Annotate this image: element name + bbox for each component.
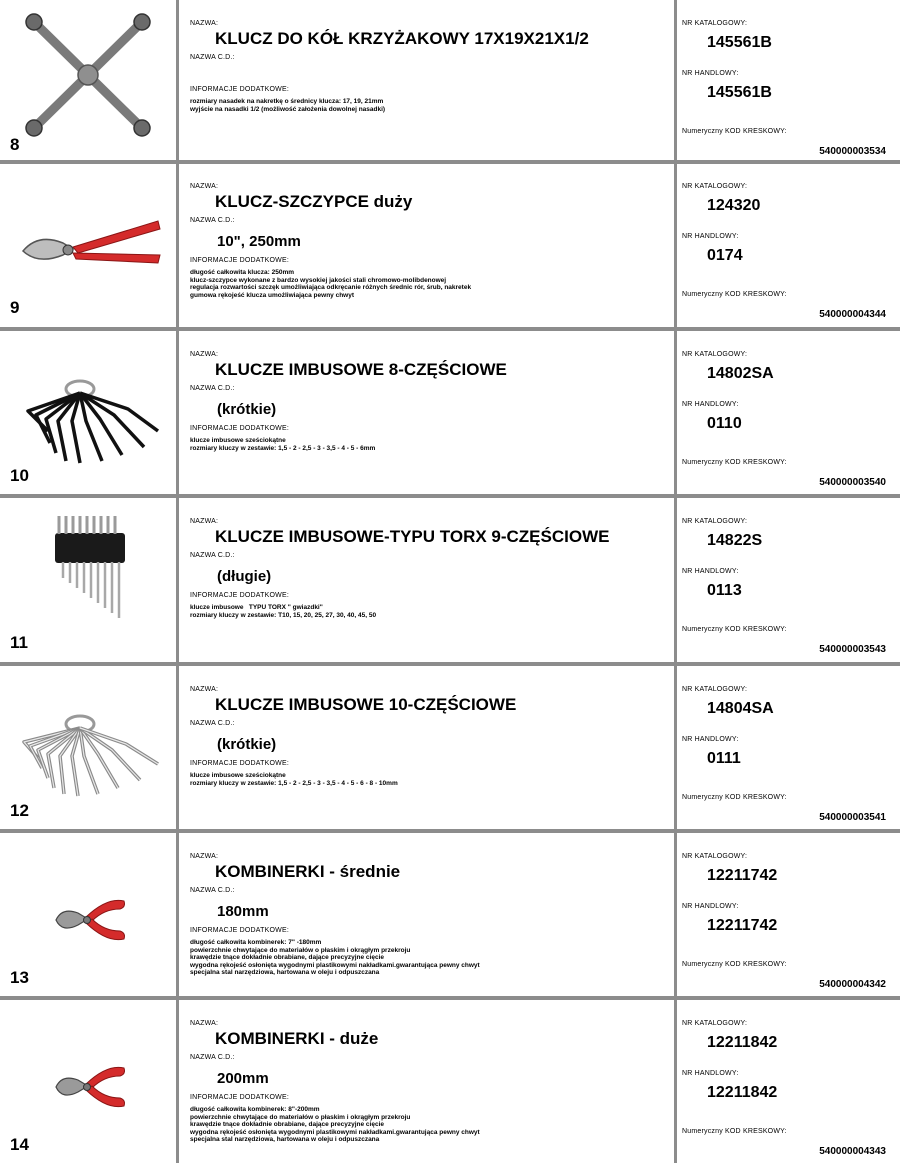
product-info: długość całkowita kombinerek: 7" -180mm powierzchnie chwytające do materiałów o płaskim i okrągłym przekroju krawędzie tnące dokładnie obrabiane, dające precyzyjne cięcie wygodna rękojeść osłonięta wygodnymi plastikowymi nakładkami.gwarantująca pewny chwyt specjalna stal narzędziowa, hartowana w oleju i odpuszczana bbox=[190, 939, 480, 976]
name-label: NAZWA: bbox=[190, 853, 219, 860]
barcode-label: Numeryczny KOD KRESKOWY: bbox=[682, 626, 787, 633]
product-name: KOMBINERKI - duże bbox=[215, 1029, 379, 1048]
row-divider bbox=[0, 662, 900, 666]
barcode-number: 540000004344 bbox=[819, 309, 886, 320]
trade-number: 0174 bbox=[707, 247, 743, 264]
barcode-number: 540000003543 bbox=[819, 644, 886, 655]
barcode-label: Numeryczny KOD KRESKOWY: bbox=[682, 961, 787, 968]
trade-no-label: NR HANDLOWY: bbox=[682, 401, 739, 408]
combination-pliers-image bbox=[52, 895, 152, 945]
catalog-number: 12211742 bbox=[707, 867, 778, 884]
name-label: NAZWA: bbox=[190, 351, 219, 358]
product-name: KOMBINERKI - średnie bbox=[215, 862, 401, 881]
barcode-label: Numeryczny KOD KRESKOWY: bbox=[682, 291, 787, 298]
name-cd-label: NAZWA C.D.: bbox=[190, 54, 235, 61]
product-name-cd: 180mm bbox=[217, 903, 269, 920]
barcode-number: 540000004343 bbox=[819, 1146, 886, 1157]
column-divider bbox=[674, 0, 677, 1163]
product-info: klucze imbusowe sześciokątne rozmiary kluczy w zestawie: 1,5 - 2 - 2,5 - 3 - 3,5 - 4 - 5 - 6 - 8 - 10mm bbox=[190, 772, 398, 787]
combination-pliers-image bbox=[52, 1062, 152, 1112]
trade-number: 12211742 bbox=[707, 917, 778, 934]
trade-number: 0110 bbox=[707, 415, 742, 432]
barcode-number: 540000003540 bbox=[819, 477, 886, 488]
catalog-no-label: NR KATALOGOWY: bbox=[682, 20, 748, 27]
product-row bbox=[0, 331, 900, 494]
torx-keys-image bbox=[45, 508, 145, 633]
hex-keys-image bbox=[18, 371, 168, 471]
name-cd-label: NAZWA C.D.: bbox=[190, 385, 235, 392]
product-info: rozmiary nasadek na nakretkę o średnicy klucza: 17, 19, 21mm wyjście na nasadki 1/2 (możliwość założenia dowolnej nasadki) bbox=[190, 98, 386, 113]
product-index: 11 bbox=[10, 633, 28, 652]
name-cd-label: NAZWA C.D.: bbox=[190, 1054, 235, 1061]
barcode-label: Numeryczny KOD KRESKOWY: bbox=[682, 459, 787, 466]
trade-number: 0113 bbox=[707, 582, 742, 599]
product-row bbox=[0, 1000, 900, 1163]
product-image-cell bbox=[0, 0, 176, 163]
name-cd-label: NAZWA C.D.: bbox=[190, 217, 235, 224]
product-index: 14 bbox=[10, 1135, 29, 1154]
catalog-no-label: NR KATALOGOWY: bbox=[682, 518, 748, 525]
row-divider bbox=[0, 829, 900, 833]
catalog-number: 14802SA bbox=[707, 365, 774, 382]
hex-keys-image bbox=[18, 706, 168, 806]
barcode-label: Numeryczny KOD KRESKOWY: bbox=[682, 794, 787, 801]
catalog-no-label: NR KATALOGOWY: bbox=[682, 351, 748, 358]
product-row bbox=[0, 833, 900, 996]
barcode-label: Numeryczny KOD KRESKOWY: bbox=[682, 1128, 787, 1135]
product-index: 8 bbox=[10, 135, 20, 154]
trade-number: 145561B bbox=[707, 84, 772, 101]
trade-no-label: NR HANDLOWY: bbox=[682, 903, 739, 910]
name-label: NAZWA: bbox=[190, 686, 219, 693]
catalog-number: 12211842 bbox=[707, 1034, 778, 1051]
info-label: INFORMACJE DODATKOWE: bbox=[190, 86, 289, 93]
name-cd-label: NAZWA C.D.: bbox=[190, 887, 235, 894]
product-name: KLUCZ DO KÓŁ KRZYŻAKOWY 17X19X21X1/2 bbox=[215, 29, 589, 48]
product-name: KLUCZE IMBUSOWE 8-CZĘŚCIOWE bbox=[215, 360, 507, 379]
row-divider bbox=[0, 327, 900, 331]
product-index: 12 bbox=[10, 801, 29, 820]
name-cd-label: NAZWA C.D.: bbox=[190, 552, 235, 559]
product-name-cd: (krótkie) bbox=[217, 401, 277, 418]
trade-number: 0111 bbox=[707, 750, 741, 767]
info-label: INFORMACJE DODATKOWE: bbox=[190, 927, 289, 934]
product-row bbox=[0, 0, 900, 163]
product-index: 10 bbox=[10, 466, 29, 485]
info-label: INFORMACJE DODATKOWE: bbox=[190, 760, 289, 767]
product-info: klucze imbusowe TYPU TORX " gwiazdki" rozmiary kluczy w zestawie: T10, 15, 20, 25, 27, 30, 40, 45, 50 bbox=[190, 604, 377, 619]
product-name: KLUCZE IMBUSOWE 10-CZĘŚCIOWE bbox=[215, 695, 517, 714]
name-cd-label: NAZWA C.D.: bbox=[190, 720, 235, 727]
product-name-cd: (długie) bbox=[217, 568, 272, 585]
catalog-no-label: NR KATALOGOWY: bbox=[682, 1020, 748, 1027]
catalog-no-label: NR KATALOGOWY: bbox=[682, 183, 748, 190]
info-label: INFORMACJE DODATKOWE: bbox=[190, 1094, 289, 1101]
locking-pliers-image bbox=[18, 213, 168, 283]
catalog-number: 14822S bbox=[707, 532, 763, 549]
barcode-label: Numeryczny KOD KRESKOWY: bbox=[682, 128, 787, 135]
catalog-number: 14804SA bbox=[707, 700, 774, 717]
product-name-cd: 200mm bbox=[217, 1070, 269, 1087]
product-index: 9 bbox=[10, 298, 20, 317]
name-label: NAZWA: bbox=[190, 1020, 219, 1027]
product-info: klucze imbusowe sześciokątne rozmiary kluczy w zestawie: 1,5 - 2 - 2,5 - 3 - 3,5 - 4 - 5 - 6mm bbox=[190, 437, 376, 452]
trade-no-label: NR HANDLOWY: bbox=[682, 1070, 739, 1077]
column-divider bbox=[176, 0, 179, 1163]
row-divider bbox=[0, 996, 900, 1000]
trade-no-label: NR HANDLOWY: bbox=[682, 568, 739, 575]
product-name-cd: 10", 250mm bbox=[217, 233, 301, 250]
info-label: INFORMACJE DODATKOWE: bbox=[190, 425, 289, 432]
trade-no-label: NR HANDLOWY: bbox=[682, 233, 739, 240]
product-row bbox=[0, 666, 900, 829]
product-info: długość całkowita kombinerek: 8"-200mm powierzchnie chwytające do materiałów o płaskim i okrągłym przekroju krawędzie tnące dokładnie obrabiane, dające precyzyjne cięcie wygodna rękojeść osłonięta wygodnymi plastikowymi nakładkami.gwarantująca pewny chwyt specjalna stal narzędziowa, hartowana w oleju i odpuszczana bbox=[190, 1106, 480, 1143]
barcode-number: 540000003541 bbox=[819, 812, 886, 823]
product-name-cd: (krótkie) bbox=[217, 736, 277, 753]
row-divider bbox=[0, 494, 900, 498]
trade-no-label: NR HANDLOWY: bbox=[682, 736, 739, 743]
product-image-cell bbox=[0, 163, 176, 326]
name-label: NAZWA: bbox=[190, 20, 219, 27]
catalog-no-label: NR KATALOGOWY: bbox=[682, 853, 748, 860]
product-index: 13 bbox=[10, 968, 29, 987]
trade-number: 12211842 bbox=[707, 1084, 778, 1101]
info-label: INFORMACJE DODATKOWE: bbox=[190, 592, 289, 599]
barcode-number: 540000003534 bbox=[819, 146, 886, 157]
cross-wheel-wrench-image bbox=[12, 6, 162, 146]
catalog-number: 145561B bbox=[707, 34, 772, 51]
product-row bbox=[0, 498, 900, 661]
barcode-number: 540000004342 bbox=[819, 979, 886, 990]
info-label: INFORMACJE DODATKOWE: bbox=[190, 257, 289, 264]
row-divider bbox=[0, 160, 900, 164]
product-info: długość całkowita klucza: 250mm klucz-szczypce wykonane z bardzo wysokiej jakości stali chromowo-molibdenowej regulacja rozwartości szczęk umożliwiająca odkręcanie różnych średnic rór, śrub, nakretek gumowa rękojeść klucza umożliwiająca pewny chwyt bbox=[190, 269, 472, 299]
trade-no-label: NR HANDLOWY: bbox=[682, 70, 739, 77]
name-label: NAZWA: bbox=[190, 518, 219, 525]
catalog-number: 124320 bbox=[707, 197, 761, 214]
product-name: KLUCZ-SZCZYPCE duży bbox=[215, 192, 413, 211]
name-label: NAZWA: bbox=[190, 183, 219, 190]
product-row bbox=[0, 163, 900, 326]
product-name: KLUCZE IMBUSOWE-TYPU TORX 9-CZĘŚCIOWE bbox=[215, 527, 610, 546]
catalog-no-label: NR KATALOGOWY: bbox=[682, 686, 748, 693]
